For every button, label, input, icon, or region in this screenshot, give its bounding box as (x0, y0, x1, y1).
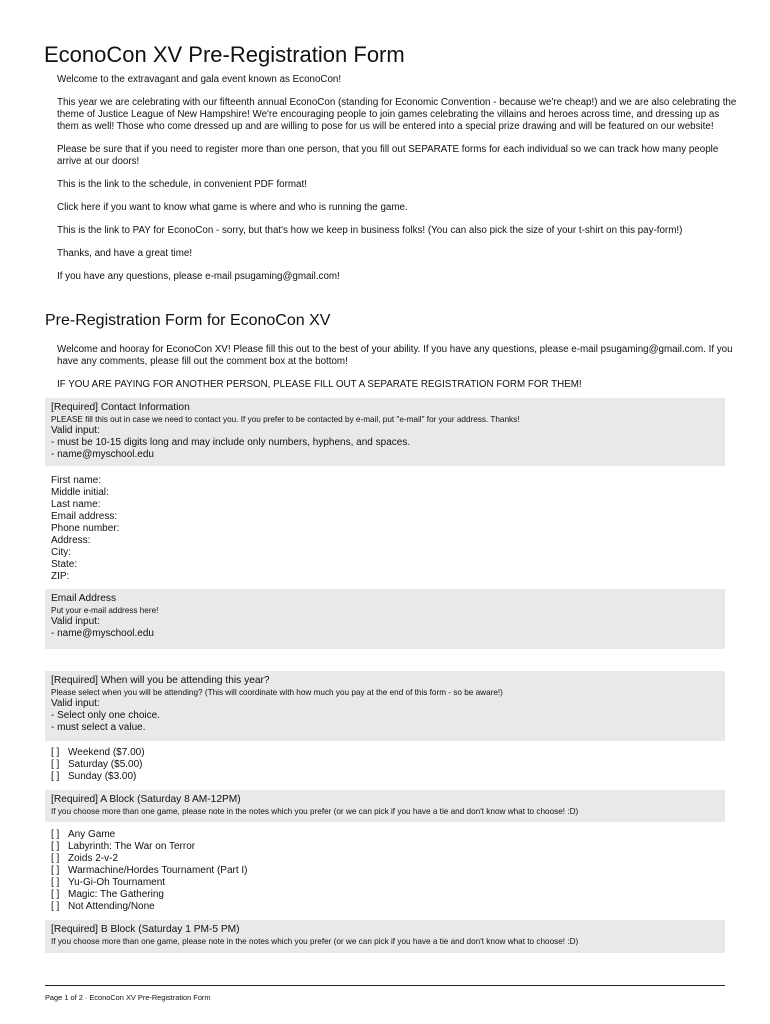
contact-question (45, 398, 725, 466)
a-block-options (51, 829, 248, 913)
a-block-question (45, 790, 725, 822)
email-help: Put your e-mail address here! (51, 606, 159, 615)
option-warmachine[interactable] (51, 865, 248, 877)
b-block-help: If you choose more than one game, please note in the notes which you prefer (or we can pick if you have a tie and don't know what to choose! :D) (51, 937, 579, 946)
schedule-link[interactable]: This is the link to the schedule, in convenient PDF format! (57, 179, 307, 190)
phone-number-field[interactable]: Phone number: (51, 523, 120, 534)
contact-fields (51, 475, 119, 583)
option-label: Saturday ($5.00) (68, 759, 143, 770)
intro-theme: This year we are celebrating with our fifteenth annual EconoCon (standing for Economic Convention - because we're cheap!) and we are also celebrating the theme of Justice League of New Hampshire! We're encouraging people to join games celebrating the villains and heroes across time, and dressing up as them as well! Those who come dressed up and are willing to pose for us will be entered into a special prize drawing and will be featured on our website! (57, 97, 737, 132)
form-intro-welcome: Welcome and hooray for EconoCon XV! Please fill this out to the best of your ability. If you have any questions, please e-mail psugaming@gmail.com. If you have any comments, please fill out the comment box at the bottom! (57, 344, 733, 367)
form-title: Pre-Registration Form for EconoCon XV (45, 312, 331, 329)
option-labyrinth[interactable] (51, 841, 248, 853)
checkbox[interactable]: [ ] (51, 889, 60, 900)
pay-link[interactable]: This is the link to PAY for EconoCon - sorry, but that's how we keep in business folks! (You can also pick the size of your t-shirt on this pay-form!) (57, 225, 683, 236)
intro-text (57, 74, 737, 294)
email-question (45, 589, 725, 649)
checkbox[interactable]: [ ] (51, 829, 60, 840)
form-intro-warning: IF YOU ARE PAYING FOR ANOTHER PERSON, PLEASE FILL OUT A SEPARATE REGISTRATION FORM FOR THEM! (57, 379, 582, 390)
checkbox[interactable]: [ ] (51, 771, 60, 782)
first-name-field[interactable]: First name: (51, 475, 102, 486)
attendance-valid-label: Valid input: (51, 698, 100, 709)
footer-divider (45, 985, 725, 986)
option-saturday[interactable] (51, 759, 145, 771)
option-label: Labyrinth: The War on Terror (68, 841, 196, 852)
contact-valid-rule: - name@myschool.edu (51, 449, 154, 460)
a-block-title: [Required] A Block (Saturday 8 AM-12PM) (51, 794, 241, 805)
email-title: Email Address (51, 593, 117, 604)
contact-title: [Required] Contact Information (51, 402, 190, 413)
attendance-valid-rule: - must select a value. (51, 722, 146, 733)
option-label: Sunday ($3.00) (68, 771, 137, 782)
option-label: Yu-Gi-Oh Tournament (68, 877, 166, 888)
intro-welcome: Welcome to the extravagant and gala event known as EconoCon! (57, 74, 342, 85)
contact-valid-label: Valid input: (51, 425, 100, 436)
option-any-game[interactable] (51, 829, 248, 841)
email-valid-rule: - name@myschool.edu (51, 628, 154, 639)
option-sunday[interactable] (51, 771, 145, 783)
attendance-valid-rule: - Select only one choice. (51, 710, 160, 721)
contact-valid-rule: - must be 10-15 digits long and may include only numbers, hyphens, and spaces. (51, 437, 411, 448)
state-field[interactable]: State: (51, 559, 78, 570)
games-link[interactable]: Click here if you want to know what game is where and who is running the game. (57, 202, 408, 213)
intro-thanks: Thanks, and have a great time! (57, 248, 193, 259)
option-zoids[interactable] (51, 853, 248, 865)
address-field[interactable]: Address: (51, 535, 91, 546)
email-address-field[interactable]: Email address: (51, 511, 118, 522)
checkbox[interactable]: [ ] (51, 877, 60, 888)
middle-initial-field[interactable]: Middle initial: (51, 487, 109, 498)
attendance-title: [Required] When will you be attending this year? (51, 675, 270, 686)
option-label: Warmachine/Hordes Tournament (Part I) (68, 865, 248, 876)
last-name-field[interactable]: Last name: (51, 499, 101, 510)
checkbox[interactable]: [ ] (51, 853, 60, 864)
checkbox[interactable]: [ ] (51, 747, 60, 758)
attendance-question (45, 671, 725, 741)
page-title: EconoCon XV Pre-Registration Form (44, 42, 405, 67)
option-not-attending[interactable] (51, 901, 248, 913)
email-valid-label: Valid input: (51, 616, 100, 627)
intro-contact: If you have any questions, please e-mail psugaming@gmail.com! (57, 271, 340, 282)
checkbox[interactable]: [ ] (51, 901, 60, 912)
checkbox[interactable]: [ ] (51, 841, 60, 852)
checkbox[interactable]: [ ] (51, 759, 60, 770)
b-block-question (45, 920, 725, 953)
zip-field[interactable]: ZIP: (51, 571, 70, 582)
a-block-help: If you choose more than one game, please note in the notes which you prefer (or we can pick if you have a tie and don't know what to choose! :D) (51, 807, 579, 816)
b-block-title: [Required] B Block (Saturday 1 PM-5 PM) (51, 924, 240, 935)
option-label: Not Attending/None (68, 901, 155, 912)
option-weekend[interactable] (51, 747, 145, 759)
option-magic[interactable] (51, 889, 248, 901)
option-yu-gi-oh[interactable] (51, 877, 248, 889)
checkbox[interactable]: [ ] (51, 865, 60, 876)
contact-help: PLEASE fill this out in case we need to contact you. If you prefer to be contacted by e-mail, put "e-mail" for your address. Thanks! (51, 415, 520, 424)
page-footer: Page 1 of 2 · EconoCon XV Pre-Registration Form (45, 993, 211, 1002)
city-field[interactable]: City: (51, 547, 71, 558)
option-label: Magic: The Gathering (68, 889, 164, 900)
intro-separate-forms: Please be sure that if you need to register more than one person, that you fill out SEPARATE forms for each individual so we can track how many people arrive at our doors! (57, 144, 719, 167)
option-label: Weekend ($7.00) (68, 747, 145, 758)
option-label: Any Game (68, 829, 116, 840)
attendance-options (51, 747, 145, 783)
attendance-help: Please select when you will be attending? (This will coordinate with how much you pay at the end of this form - so be aware!) (51, 688, 503, 697)
form-intro (57, 344, 737, 402)
option-label: Zoids 2-v-2 (68, 853, 119, 864)
